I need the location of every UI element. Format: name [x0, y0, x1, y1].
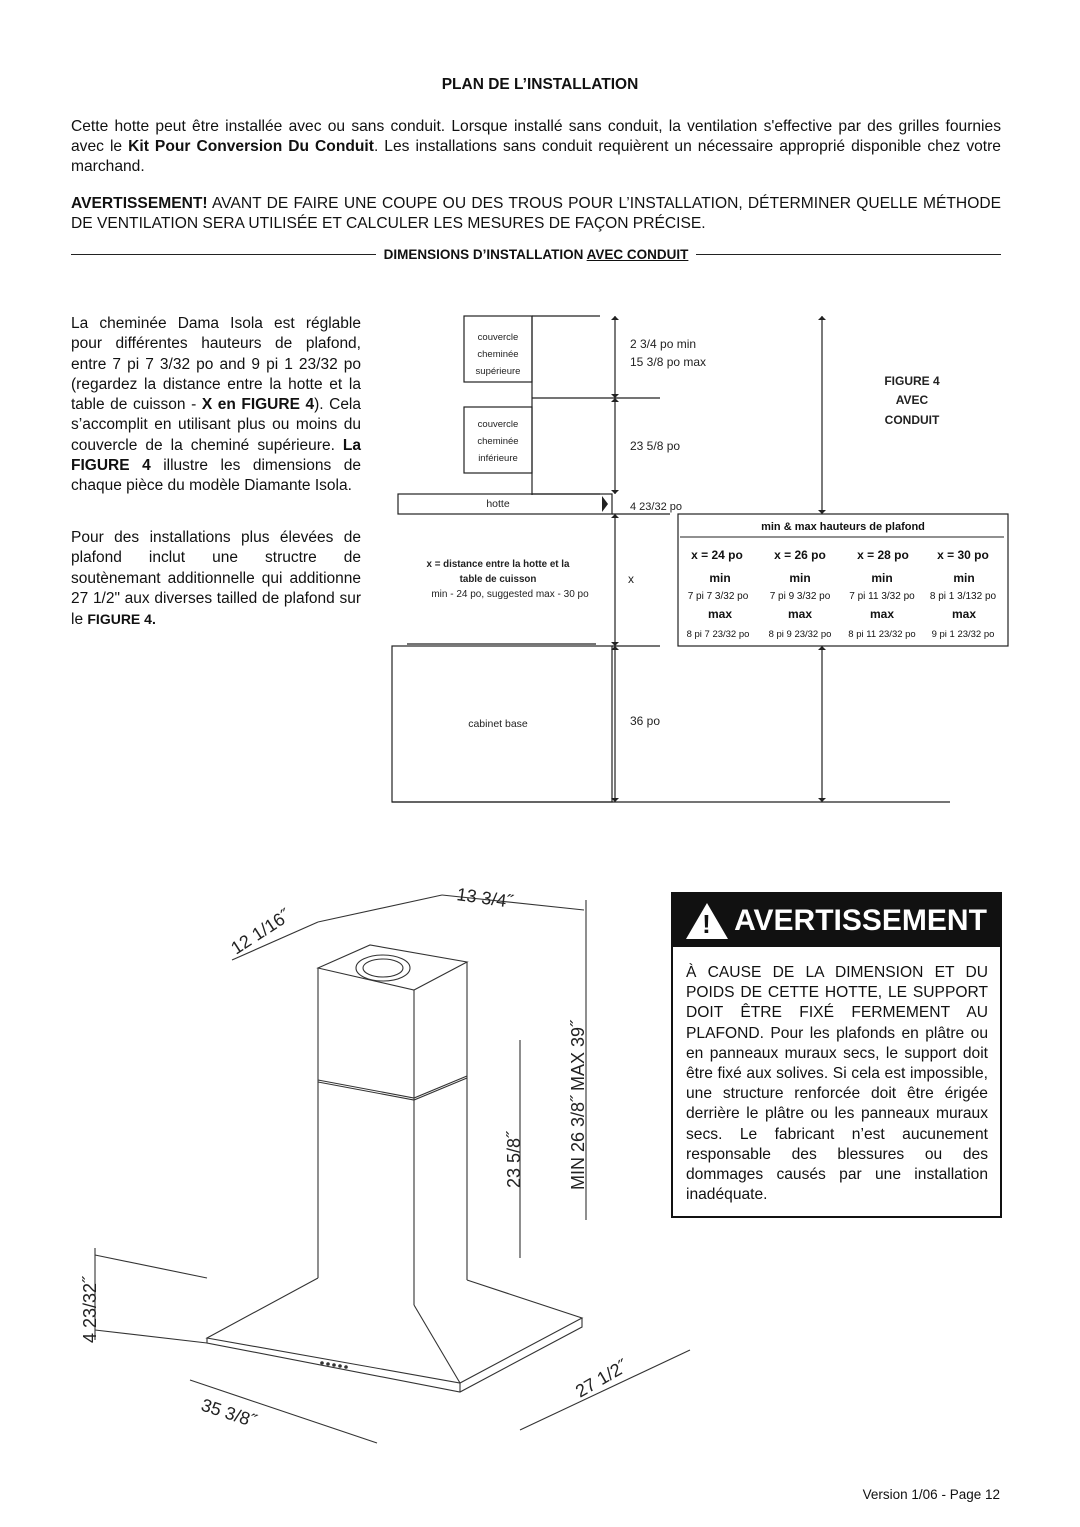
section-heading: DIMENSIONS D’INSTALLATION AVEC CONDUIT: [71, 247, 1001, 262]
lower-cover-label-2: cheminée: [477, 436, 519, 447]
hood-drawing: [95, 895, 690, 1443]
min-label: min: [953, 571, 975, 585]
lower-cover-label-1: couvercle: [477, 419, 519, 430]
x-note-3: min - 24 po, suggested max - 30 po: [431, 589, 589, 600]
x-note-2: table de cuisson: [459, 574, 537, 585]
min-label: min: [789, 571, 811, 585]
page-title: PLAN DE L’INSTALLATION: [441, 76, 639, 93]
figure-label-3: CONDUIT: [884, 413, 940, 427]
x-label: x: [628, 572, 634, 586]
upper-cover-label-3: supérieure: [475, 366, 521, 377]
warning-text: À CAUSE DE LA DIMENSION ET DU POIDS DE CETTE HOTTE, LE SUPPORT DOIT ÊTRE FIXÉ FERMEMENT AU PLAFOND. Pour les plafonds en plâtre ou en panneaux muraux secs, le support doit être fixé aux solives. Si cela est impossible, une structure renforcée doit être érigée derrière le plâtre ou les panneaux muraux secs. Le fabricant n’est aucunement responsable des blessures ou des dommages causés par une installation inadéquate.: [686, 964, 988, 1204]
max-value: 9 pi 1 23/32 po: [931, 629, 995, 640]
max-label: max: [869, 607, 895, 621]
dim-lower: 23 5/8 po: [630, 439, 681, 453]
table-header: x = 24 po: [691, 548, 743, 562]
warning-box: [671, 892, 1002, 1218]
dim-depth-top: 12 1/16˝: [227, 905, 294, 959]
figure-label-1: FIGURE 4: [884, 374, 940, 388]
dim-hood-height: 4 23/32˝: [80, 1276, 100, 1343]
x-note-1: x = distance entre la hotte et la: [426, 559, 570, 570]
dim-range: MIN 26 3/8˝ MAX 39˝: [568, 1020, 588, 1190]
figure-label-2: AVEC: [895, 393, 929, 407]
dim-top-min: 2 3/4 po min: [630, 337, 697, 351]
dim-hood: 4 23/32 po: [630, 501, 682, 513]
upper-cover-label-1: couvercle: [477, 332, 519, 343]
table-header: x = 28 po: [857, 548, 909, 562]
dim-width-top: 13 3/4˝: [455, 884, 514, 912]
adjustment-paragraph: La cheminée Dama Isola est réglable pour différentes hauteurs de plafond, entre 7 pi 7 3/32 po and 9 pi 1 23/32 po (regardez la distance entre la hotte et la table de cuisson - X en FIGURE 4). Cela s’accomplit en utilisant plus ou moins du couvercle de la cheminé supérieure. La FIGURE 4 illustre les dimensions de chaque pièce du modèle Diamante Isola.: [71, 315, 361, 495]
intro-paragraph: Cette hotte peut être installée avec ou sans conduit. Lorsque installé sans conduit, la ventilation s'effective par des grilles fournies avec le Kit Pour Conversion Du Conduit. Les installations sans conduit requièrent un nécessaire approprié disponible chez votre marchand.: [71, 118, 1001, 175]
dim-depth: 27 1/2˝: [572, 1356, 631, 1402]
cabinet-label: cabinet base: [468, 718, 528, 730]
lower-cover-label-3: inférieure: [478, 453, 518, 464]
min-label: min: [871, 571, 893, 585]
upper-cover-label-2: cheminée: [477, 349, 519, 360]
min-label: min: [709, 571, 731, 585]
table-header: x = 30 po: [937, 548, 989, 562]
hood-label: hotte: [486, 498, 510, 510]
max-value: 8 pi 7 23/32 po: [686, 629, 750, 640]
dim-top-max: 15 3/8 po max: [630, 355, 707, 369]
max-label: max: [707, 607, 733, 621]
page-footer: Version 1/06 - Page 12: [862, 1487, 1000, 1502]
max-label: max: [951, 607, 977, 621]
max-value: 8 pi 11 23/32 po: [848, 629, 916, 640]
dim-width: 35 3/8˝: [198, 1394, 259, 1432]
dim-lower-chimney: 23 5/8˝: [504, 1131, 524, 1188]
max-value: 8 pi 9 23/32 po: [768, 629, 832, 640]
warning-icon: !: [686, 903, 728, 939]
min-value: 8 pi 1 3/132 po: [929, 591, 997, 602]
min-value: 7 pi 11 3/32 po: [849, 591, 915, 602]
min-value: 7 pi 9 3/32 po: [769, 591, 831, 602]
dim-cabinet: 36 po: [630, 714, 661, 728]
warning-title: AVERTISSEMENT: [734, 903, 987, 937]
support-paragraph: Pour des installations plus élevées de plafond inclut une structre de soutènemant additionnelle qui additionne 27 1/2" aux diverses tailled de plafond sur le FIGURE 4.: [71, 529, 361, 629]
table-title: min & max hauteurs de plafond: [761, 521, 925, 533]
max-label: max: [787, 607, 813, 621]
min-value: 7 pi 7 3/32 po: [687, 591, 749, 602]
warning-paragraph: AVERTISSEMENT! AVANT DE FAIRE UNE COUPE OU DES TROUS POUR L’INSTALLATION, DÉTERMINER QUELLE MÉTHODE DE VENTILATION SERA UTILISÉE ET CALCULER LES MESURES DE FAÇON PRÉCISE.: [71, 195, 1001, 232]
table-header: x = 26 po: [774, 548, 826, 562]
warning-header: [673, 894, 1000, 947]
